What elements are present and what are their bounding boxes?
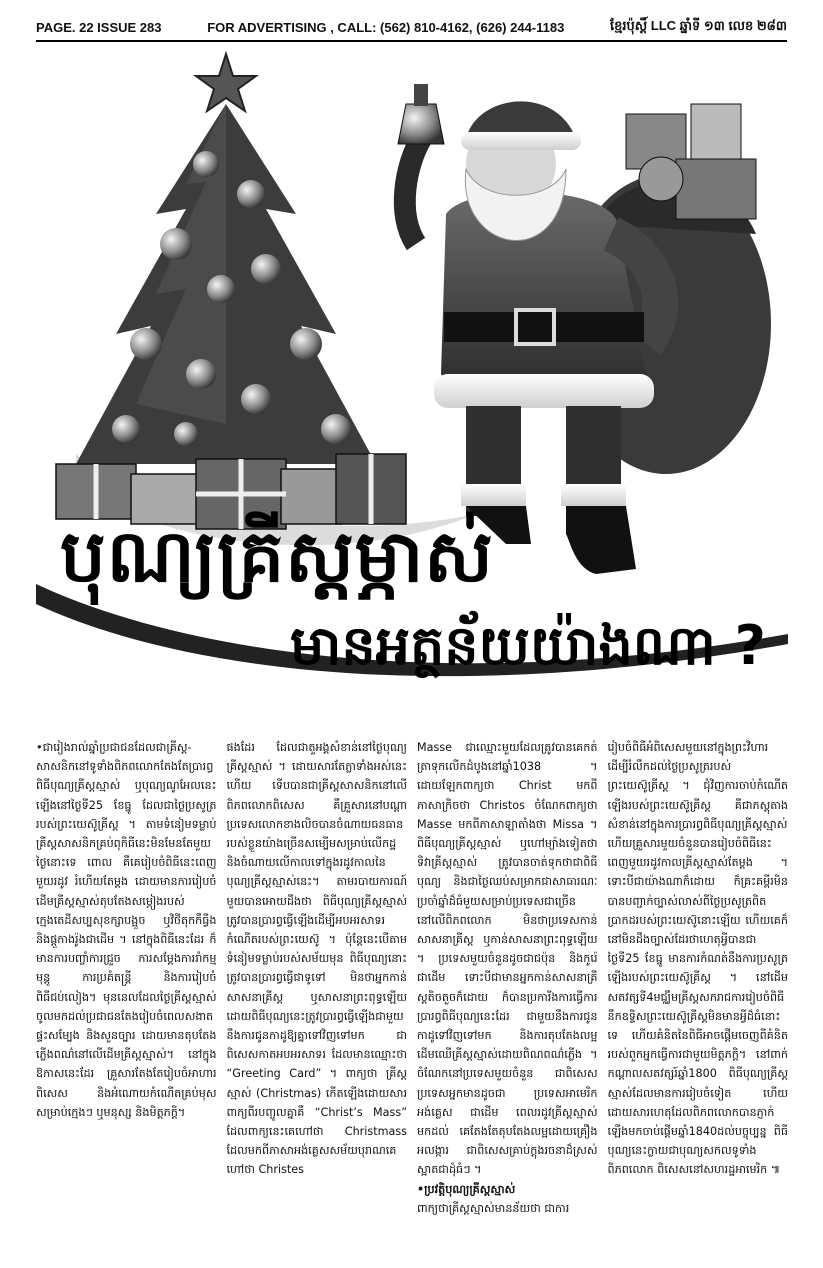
article-column-2 xyxy=(227,738,408,1248)
santa-claus-image xyxy=(398,84,771,574)
column-3-text-after: ពាក្យថាគ្រីស្តស្មាស់មានន័យថា ជាការ xyxy=(417,1201,570,1215)
article-body xyxy=(36,738,788,1248)
article-column-4 xyxy=(608,738,789,1248)
christmas-tree-image xyxy=(56,54,406,529)
headline-line-2: មានអត្ថន័យយ៉ាងណា ? xyxy=(290,614,766,677)
headline-line-1: បុណ្យគ្រីស្តម្ភាស់ xyxy=(60,514,494,598)
column-1-text: •ជារៀងរាល់ឆ្នាំប្រជាជនដែលជាគ្រីស្ត-សាសនិកនៅទូទាំងពិភពលោកតែងតែប្រារព្ធពិធីបុណ្យគ្រីស្តស្មាស់ ឬបុណ្យណូអែលនេះឡើងនៅថ្ងៃទី25 ខែធ្នូ ដែលជាថ្ងៃប្រសូត្ររបស់ព្រះយេស៊ូគ្រីស្ត ។ តាមទំនៀមទម្លាប់គ្រីស្តសាសនិកគ្រប់ពុកិធីនេះមិនមែនតែមួយថ្ងៃនោះទេ ពោល គឺគេរៀបចំពិធីនេះពេញមួយរដូវ រំហើយតែម្តង ដោយមានការរៀបចំដើមគ្រីស្តស្មាស់តុបតែងសម្ភៀងរបស់ក្មេងតេដីសប្បសុខក្សាបង្អួច ឬវិថីតុកកឹធ្វីង និងផ្តួកាងរ៉ូងជាដើម ។ នៅក្នុងពិធីនេះដែរ ក៏មានការបញ្ចាំការជ្រួច ការសម្តែងការរាំកម្មមុន្តូ ការប្រគំតន្ត្រី និងការរៀបចំពិធីជប់លៀង។ មុននេលដែលថ្ងៃគ្រីស្តស្មាស់ចូលមកដល់ប្រជាជនតែងរៀបចំពេលសងាតផ្ទះសម្បែង និងសួនច្បារ ដោយមានតុបតែងភ្លើងពណ៌នៅលើដើមគ្រីស្តស្មាស់។ នៅក្នុងឱកាសនេះដែរ គ្រួសារតែងតែរៀបចំអាហារពិសេស និងអំណោយកំណើតគ្រប់មុសសម្រាប់ក្មេងៗ ឬមនុស្ស និងមិត្តភក្តិ។ xyxy=(36,741,217,1119)
page-issue: PAGE. 22 ISSUE 283 xyxy=(36,19,162,35)
article-column-3 xyxy=(417,738,598,1248)
advertising-line: FOR ADVERTISING , CALL: (562) 810-4162, (626) 244-1183 xyxy=(207,19,565,35)
section-subheading: •ប្រវត្តិបុណ្យគ្រីស្តស្មាស់ xyxy=(417,1182,516,1196)
column-4-text: រៀបចំពិធីអំពិសេសមួយនៅក្នុងព្រះវិហារដើម្បីរំលឹកដល់ថ្ងៃប្រសូត្ររបស់ព្រះយេស៊ូគ្រីស្ត ។ ជុំវិញការចាប់កំណើតឡើងរបស់ព្រះយេស៊ូគ្រីស្ត គឺជាភស្តុតាងសំខាន់នៅក្នុងការប្រារព្ធពិធីបុណ្យគ្រីស្តស្មាស់ហើយគ្រួសារមួយចំនួនបានរៀបចំពិធីនេះពេញមួយរដូវកាលគ្រីស្តស្មាស់តែម្តង ។ ទោះបីជាយ៉ាងណាក៏ដោយ ក៏គ្រះគម្ពីរមិនបានបញ្ជាក់ច្បាស់លាស់ពីថ្ងៃប្រសូត្រពិតប្រាកដរបស់ព្រះយេស៊ូនោះឡើយ ហើយគេក៏នៅមិនដឹងច្បាស់ដែរថាហេតុអ្វីបានជាថ្ងៃទី25 ខែធ្នូ មានការកំណត់នឹងការប្រសូត្រឡើងរបស់ព្រះយេស៊ូគ្រីស្ត ។ នៅដើមសតវត្សទី4មជ្ឈឹមគ្រីស្តសករាជការរៀបចំពិធីនឹកឧទ្ទិសព្រះយេស៊ូគ្រីស្តមិនមានអ្វីដ៏ធំនោះទេ ហើយគំនិតនៃពិធីអាចផ្តើមចេញពីគំនិតរបស់ពួកអ្នកធ្វើការជាមួយមិត្តភក្តិ។ នៅពាក់កណ្តាលសតវត្សរ៍ឆ្នាំ1800 ពិធីបុណ្យគ្រីស្តស្មាស់ដែលមានការរៀបចំទៀត ហើយដោយសារហេតុដែលពិភពលោកបានភ្ញាក់ឡើងមកចាប់ផ្តើមឆ្នាំ1840ដល់បច្ចុប្បន្ន ពិធីបុណ្យនេះក្លាយជាបុណ្យសកលទូទាំងពិភពលោក ពិសេសនៅសហរដ្ឋអាមេរិក ៕ xyxy=(607,741,788,1177)
page-header xyxy=(36,14,787,42)
column-3-text: Masse ជាឈ្មោះមួយដែលត្រូវបានគេកត់ត្រាទុកលើកដំបូងនៅឆ្នាំ1038 ។ ដោយឡែកពាក្យថា Christ មកពីភាសាក្រិចថា Christos ចំណែកពាក្យថា Masse មកពីភាសាឡាតាំងថា Missa ។ ពិធីបុណ្យគ្រីស្តស្មាស់ ឬហៅម្យ៉ាងទៀតថា ទិវាគ្រីស្តស្មាស់ ត្រូវបានចាត់ទុកថាជាពិធីបុណ្យ និងជាថ្ងៃឈប់សម្រាកជាសាធារណៈ ប្រចាំឆ្នាំដ៏ធំមួយសម្រាប់ប្រទេសជាច្រើននៅលើពិភពលោក មិនថាប្រទេសកាន់សាសនាគ្រីស្ត ឬកាន់សាសនាព្រះពុទ្ធឡើយ ។ ប្រទេសមួយចំនួនដូចជាជប៉ុន និងកូរ៉េជាដើម ទោះបីជាមានអ្នកកាន់សាសនាគ្រីស្តតិចតួចក៏ដោយ ក៏បានប្រការីងការធ្វើការប្រារព្ធពិធីបុណ្យនេះដែរ ជាមួយនឹងការជូនកាដូទៅវិញទៅមក និងការតុបតែងលម្អដើមឈើគ្រីស្តស្មាស់ដោយពិណពណ៌ភ្លើង ។ ចំណែកនៅប្រទេសមួយចំនួន ជាពិសេសប្រទេសអ្នកមានដូចជា ប្រទេសអាមេរិក អង់គ្លេស ជាដើម ពេលរដូវគ្រីស្តស្មាស់មកដល់ គេតែងតែតុបតែងលម្អដោយគ្រឿងអលង្ការ ជាពិសេសគ្រាប់ក្តុងរចនាដ៏ស្រស់ស្អាតជាដុំធំៗ ។ xyxy=(417,741,598,1177)
masthead: ខ្មែរប៉ុស្តិ៍ LLC ឆ្នាំទី ១៣ លេខ ២៨៣ xyxy=(610,17,787,33)
column-2-text: ផងដែរ ដែលជាតួអង្គសំខាន់នៅថ្ងៃបុណ្យគ្រីស្តស្មាស់ ។ ដោយសារតែភ្លាទាំងអស់នេះហើយ ទើបបានជាគ្រីស្តសាសនិកនៅលើពិភពលោកពិសេស គឺគ្រួសារនៅបណ្តាប្រទេសលោកខាងលិចបានចំណាយធនធានរបស់ខ្លួនយ៉ាងច្រើនសម្បើមសម្រាប់លើកដ្ឋ និងចំណាយលើកាលទៅក្នុងរដូវកាលនៃបុណ្យគ្រីស្តស្មាស់នេះ។ តាមរបាយការណ៍មួយបានអោយដឹងថា ពិធីបុណ្យគ្រីស្តស្មាស់ត្រូវបានប្រារព្ធធ្វើឡើងដើម្បីអបអរសាទរកំណើតរបស់ព្រះយេស៊ូ ។ ប៉ុន្តែនេះបើតាមទំនៀមទម្លាប់របស់សម័យមុន ពិធីបុណ្យនោះត្រូវបានប្រារព្ធធ្វើជាទូទៅ មិនថាអ្នកកាន់សាសនាគ្រីស្ត ឬសាសនាព្រះពុទ្ធឡើយ ដោយពិធីបុណ្យនេះត្រូវប្រារព្ធធ្វើឡើងជាមួយនឹងការជូនកាដូឱ្យគ្នាទៅវិញទៅមក ជាពិសេសកាតអបអរសាទរ ដែលមានឈ្មោះថា “Greeting Card” ។ ពាក្យថា គ្រីស្តស្មាស់ (Christmas) កើតឡើងដោយសារ ពាក្យពីរបញ្ចូលគ្នាគឺ “Christ’s Mass” ដែលពាក្យនេះគេហៅថា Christmass ដែលមកពីភាសាអង់គ្លេសសម័យបុរាណគេហៅថា Christes xyxy=(226,741,407,1177)
article-column-1 xyxy=(36,738,217,1248)
